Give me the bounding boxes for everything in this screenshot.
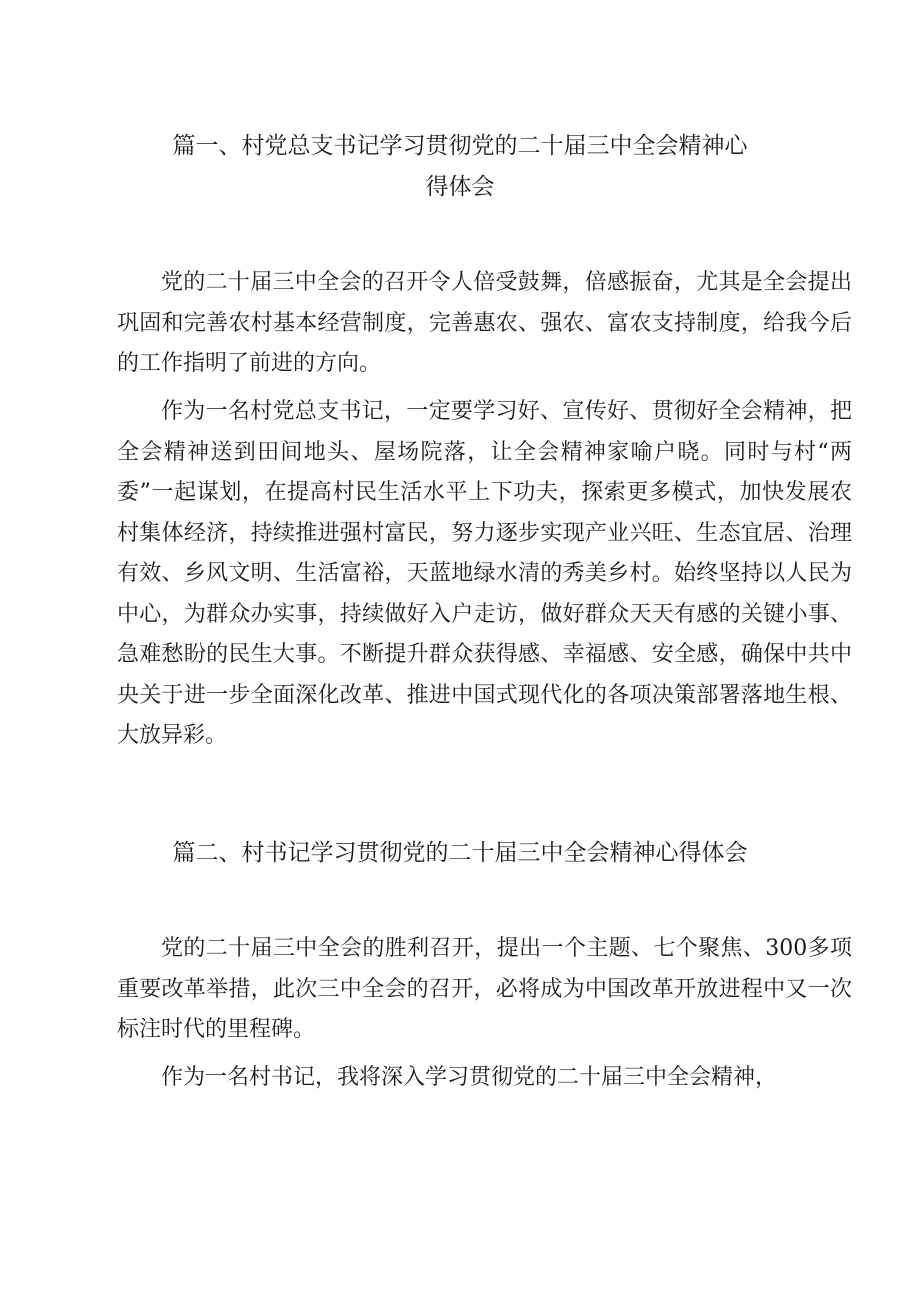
section-1-title: 篇一、村党总支书记学习贯彻党的二十届三中全会精神心 [172, 133, 748, 159]
section-1-paragraph-2: 作为一名村党总支书记，一定要学习好、宣传好、贯彻好全会精神，把全会精神送到田间地头、屋场院落，让全会精神家喻户晓。同时与村“两委”一起谋划，在提高村民生活水平上下功夫，探索更多模式，加快发展农村集体经济，持续推进强村富民，努力逐步实现产业兴旺、生态宜居、治理有效、乡风文明、生活富裕，天蓝地绿水清的秀美乡村。始终坚持以人民为中心，为群众办实事，持续做好入户走访，做好群众天天有感的关键小事、急难愁盼的民生大事。不断提升群众获得感、幸福感、安全感，确保中共中央关于进一步全面深化改革、推进中国式现代化的各项决策部署落地生根、大放异彩。 [117, 399, 852, 748]
section-2-title: 篇二、村书记学习贯彻党的二十届三中全会精神心得体会 [172, 840, 748, 866]
section-2-paragraph-2: 作为一名村书记，我将深入学习贯彻党的二十届三中全会精神， [161, 1065, 778, 1090]
section-1-title-continuation: 得体会 [425, 174, 495, 200]
section-1-paragraph-1: 党的二十届三中全会的召开令人倍受鼓舞，倍感振奋，尤其是全会提出巩固和完善农村基本经营制度，完善惠农、强农、富农支持制度，给我今后的工作指明了前进的方向。 [117, 270, 852, 376]
section-2-paragraph-1: 党的二十届三中全会的胜利召开，提出一个主题、七个聚焦、300多项重要改革举措，此次三中全会的召开，必将成为中国改革开放进程中又一次标注时代的里程碑。 [117, 936, 852, 1042]
